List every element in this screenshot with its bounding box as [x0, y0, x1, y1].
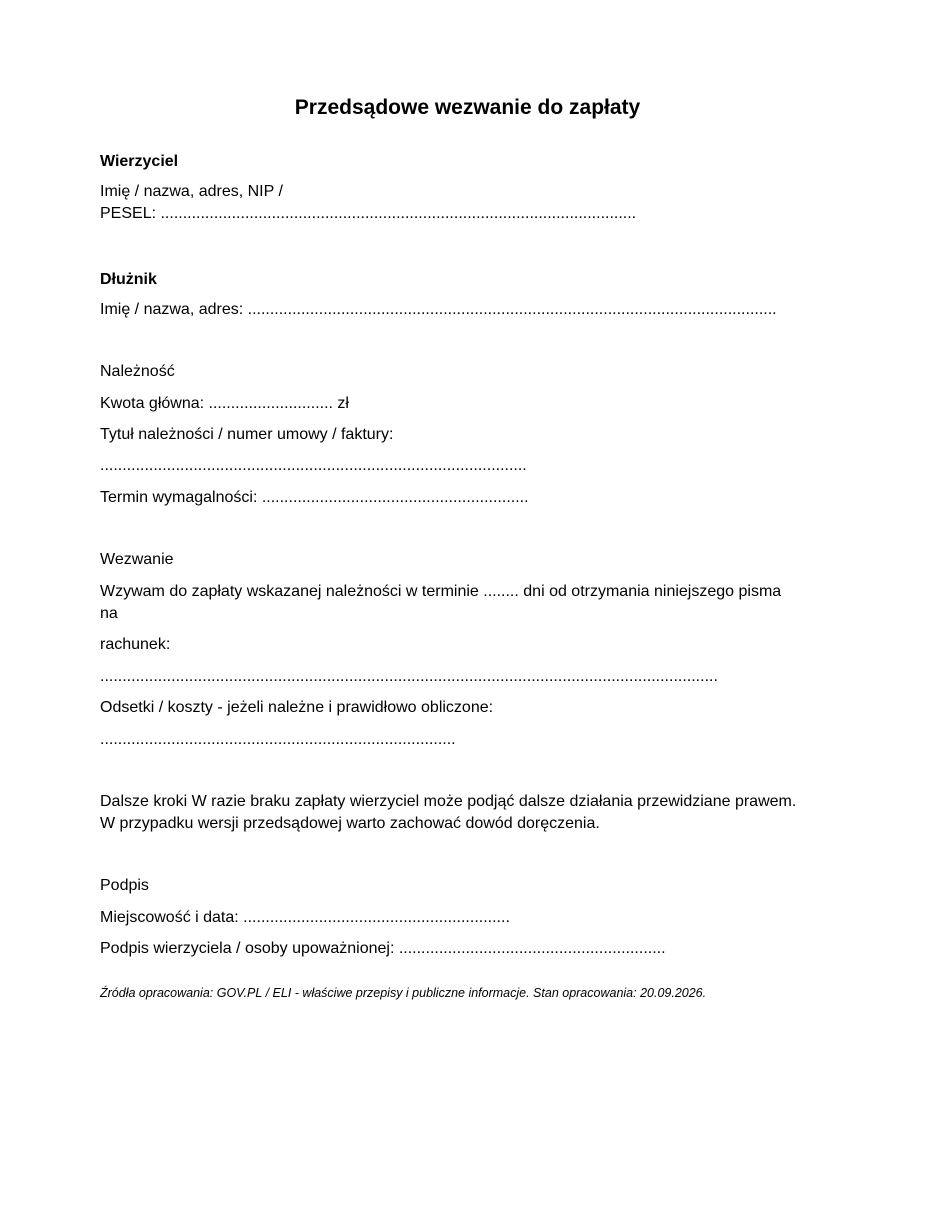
claim-principal: Kwota główna: ............................ zł: [100, 395, 349, 412]
next-steps-line-1: Dalsze kroki W razie braku zapłaty wierzyciel może podjąć dalsze działania przewidziane prawem.: [100, 793, 797, 810]
demand-account-label: rachunek:: [100, 636, 171, 653]
demand-heading: Wezwanie: [100, 551, 174, 568]
creditor-heading: Wierzyciel: [100, 153, 179, 170]
demand-interest-dots: ................................................................................: [100, 731, 456, 748]
signature-place-date: Miejscowość i data: ............................................................: [100, 909, 510, 926]
signature-heading: Podpis: [100, 877, 149, 894]
creditor-line-1: Imię / nazwa, adres, NIP /: [100, 183, 283, 200]
document-title: Przedsądowe wezwanie do zapłaty: [294, 96, 641, 119]
debtor-heading: Dłużnik: [100, 271, 157, 288]
creditor-line-2: PESEL: ...........................................................................................................: [100, 205, 637, 222]
sources-footnote: Źródła opracowania: GOV.PL / ELI - właściwe przepisy i publiczne informacje. Stan opracowania: 20.09.2026.: [100, 986, 707, 1000]
demand-text-line-1: Wzywam do zapłaty wskazanej należności w terminie ........ dni od otrzymania niniejszego pisma: [100, 583, 782, 600]
demand-text-line-2: na: [100, 605, 118, 622]
next-steps-line-2: W przypadku wersji przedsądowej warto zachować dowód doręczenia.: [100, 815, 600, 832]
claim-due-date: Termin wymagalności: ............................................................: [100, 489, 529, 506]
claim-heading: Należność: [100, 363, 175, 380]
claim-title-label: Tytuł należności / numer umowy / faktury:: [100, 426, 394, 443]
demand-interest-label: Odsetki / koszty - jeżeli należne i prawidłowo obliczone:: [100, 699, 494, 716]
demand-account-dots: ...........................................................................................................................................: [100, 668, 718, 685]
claim-title-dots: ................................................................................................: [100, 457, 527, 474]
debtor-line-1: Imię / nazwa, adres: .......................................................................................................................: [100, 301, 777, 318]
signature-line: Podpis wierzyciela / osoby upoważnionej: ............................................................: [100, 940, 666, 957]
